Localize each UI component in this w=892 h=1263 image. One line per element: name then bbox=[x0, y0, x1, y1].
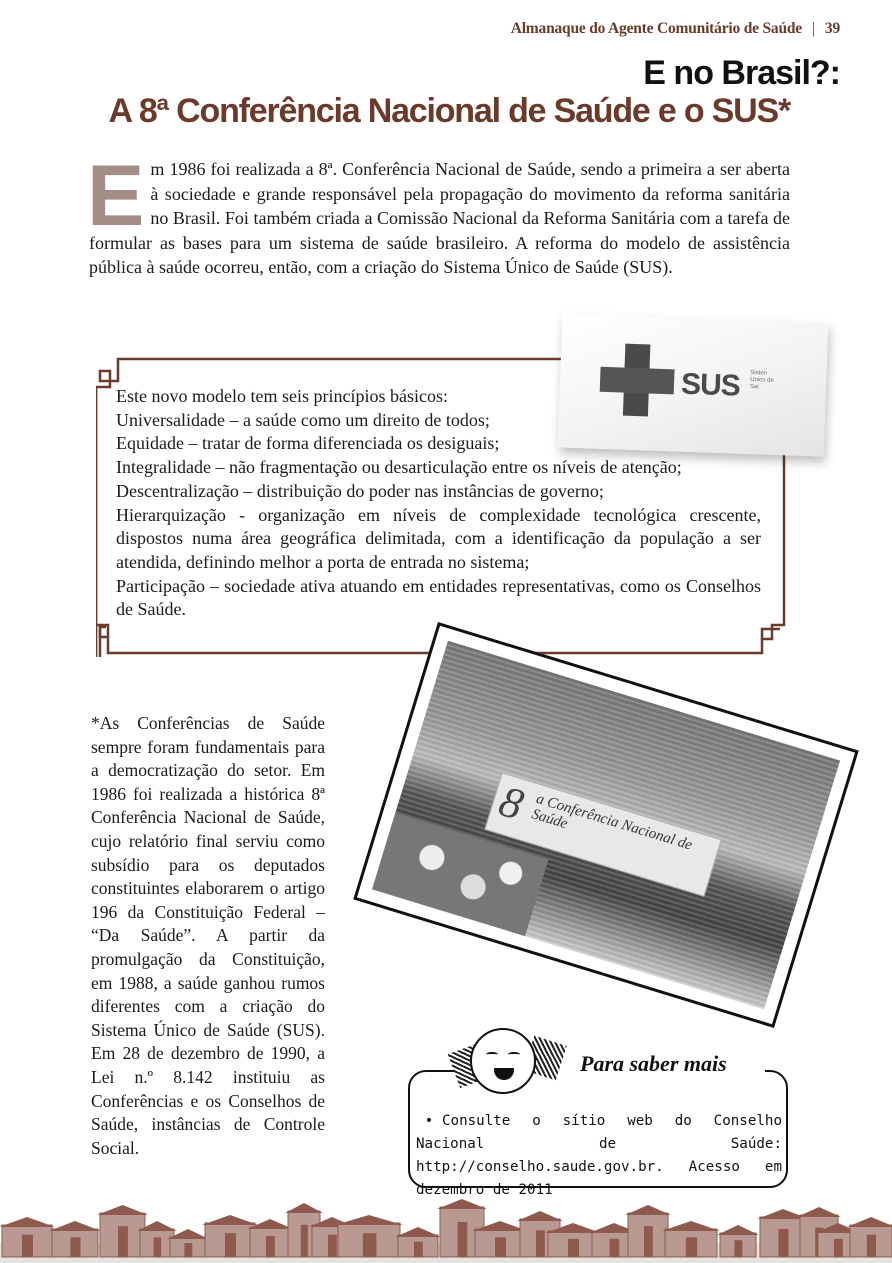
house-door bbox=[225, 1233, 236, 1257]
sus-logo-text: SUS bbox=[680, 367, 741, 403]
sus-logo-subtitle: Sisten Unico de Sai bbox=[749, 369, 774, 391]
house-roof bbox=[847, 1217, 892, 1227]
page-number: 39 bbox=[824, 20, 840, 37]
page-title-line-2: A 8ª Conferência Nacional de Saúde e o SUS* bbox=[108, 92, 790, 130]
house-door bbox=[867, 1235, 876, 1257]
house-roof bbox=[0, 1217, 55, 1227]
house-door bbox=[118, 1226, 128, 1257]
house-door bbox=[363, 1233, 377, 1257]
principle-item: Participação – sociedade ativa atuando em entidades representativas, como os Conselhos de Saúde. bbox=[116, 575, 761, 620]
house-door bbox=[328, 1235, 337, 1257]
house-roof bbox=[625, 1205, 671, 1215]
house-door bbox=[266, 1236, 275, 1257]
principles-intro: Este novo modelo tem seis princípios básicos: bbox=[116, 386, 448, 406]
face-eye bbox=[508, 1052, 520, 1057]
drop-cap: E bbox=[87, 148, 145, 244]
house-roof bbox=[437, 1199, 487, 1209]
page-title-line-1: E no Brasil?: bbox=[643, 54, 840, 92]
house-roof bbox=[662, 1221, 720, 1231]
principle-item: Hierarquização - organização em níveis de complexidade tecnológica crescente, dispostos numa área geográfica delimitada, com a identificação da população a ser atendida, definindo melhor a porta de entrada no sistema; bbox=[116, 504, 761, 572]
house-door bbox=[22, 1235, 33, 1257]
houses-illustration bbox=[0, 1195, 892, 1263]
house-door bbox=[154, 1237, 161, 1257]
banner-number: 8 bbox=[493, 776, 530, 830]
house-door bbox=[301, 1225, 308, 1257]
house-roof bbox=[335, 1215, 403, 1225]
running-head bbox=[511, 20, 840, 38]
house-door bbox=[834, 1239, 843, 1257]
house-door bbox=[70, 1237, 80, 1257]
house-door bbox=[734, 1240, 742, 1257]
intro-text: m 1986 foi realizada a 8ª. Conferência Nacional de Saúde, sendo a primeira a ser aberta à sociedade e grande responsável pela propagação do movimento da reforma sanitária no Brasil. Foi também criada a Comissão Nacional da Reforma Sanitária com a tarefa de formular as bases para um sistema de saúde brasileiro. A reforma do modelo de assistência pública à saúde ocorreu, então, com a criação do Sistema Único de Saúde (SUS). bbox=[89, 159, 790, 278]
house-door bbox=[414, 1242, 423, 1257]
face-mouth bbox=[494, 1068, 514, 1080]
house-door bbox=[644, 1226, 653, 1257]
principle-item: Descentralização – distribuição do poder nas instâncias de governo; bbox=[116, 480, 604, 501]
house-door bbox=[536, 1230, 545, 1257]
intro-paragraph bbox=[87, 148, 790, 280]
saber-mais-link-text[interactable]: Consulte o sítio web do Conselho Nacional de Saúde: http://conselho.saude.gov.br. Acesso em dezembro de 2011 bbox=[416, 1113, 782, 1198]
publication-title: Almanaque do Agente Comunitário de Saúde bbox=[510, 20, 802, 37]
smiling-face-icon bbox=[470, 1028, 536, 1094]
house-door bbox=[458, 1222, 468, 1257]
stadium-photo bbox=[372, 641, 840, 1010]
house-roof bbox=[395, 1227, 441, 1237]
cross-icon-bar bbox=[600, 367, 675, 395]
house-roof bbox=[49, 1221, 101, 1231]
principle-item: Integralidade – não fragmentação ou desarticulação entre os níveis de atenção; bbox=[116, 457, 682, 478]
house-roof bbox=[97, 1205, 148, 1215]
header-separator: | bbox=[811, 20, 815, 37]
saber-mais-text bbox=[416, 1110, 782, 1202]
face-eye bbox=[486, 1052, 498, 1057]
conference-photo bbox=[353, 622, 859, 1028]
bullet-icon: • bbox=[424, 1113, 434, 1129]
house-door bbox=[495, 1237, 506, 1257]
banner-text: a Conferência Nacional de Saúde bbox=[529, 790, 695, 854]
principle-item: Equidade – tratar de forma diferenciada os desiguais; bbox=[116, 433, 500, 454]
sus-logo-card bbox=[558, 313, 829, 456]
house-roof bbox=[517, 1211, 563, 1221]
house-roof bbox=[202, 1215, 258, 1225]
house-roof bbox=[285, 1203, 323, 1213]
house-door bbox=[184, 1243, 192, 1257]
house-roof bbox=[717, 1225, 759, 1235]
house-door bbox=[778, 1229, 788, 1257]
principle-item: Universalidade – a saúde como um direito de todos; bbox=[116, 409, 490, 430]
house-roof bbox=[797, 1207, 841, 1217]
footnote-paragraph: *As Conferências de Saúde sempre foram fundamentais para a democratização do setor. Em 1986 foi realizada a histórica 8ª Conferência Nacional de Saúde, cujo relatório final serviu como subsídio para os deputados constituintes elaborarem o artigo 196 da Constituição Federal – “Da Saúde”. A partir da promulgação da Constituição, em 1988, a saúde ganhou rumos diferentes com a criação do Sistema Único de Saúde (SUS). Em 28 de dezembro de 1990, a Lei n.º 8.142 instituiu as Conferências e os Conselhos de Saúde, instâncias de Controle Social. bbox=[91, 713, 325, 1158]
saber-mais-title: Para saber mais bbox=[580, 1051, 730, 1077]
house-door bbox=[610, 1239, 620, 1257]
house-door bbox=[568, 1239, 579, 1257]
house-door bbox=[686, 1237, 697, 1257]
